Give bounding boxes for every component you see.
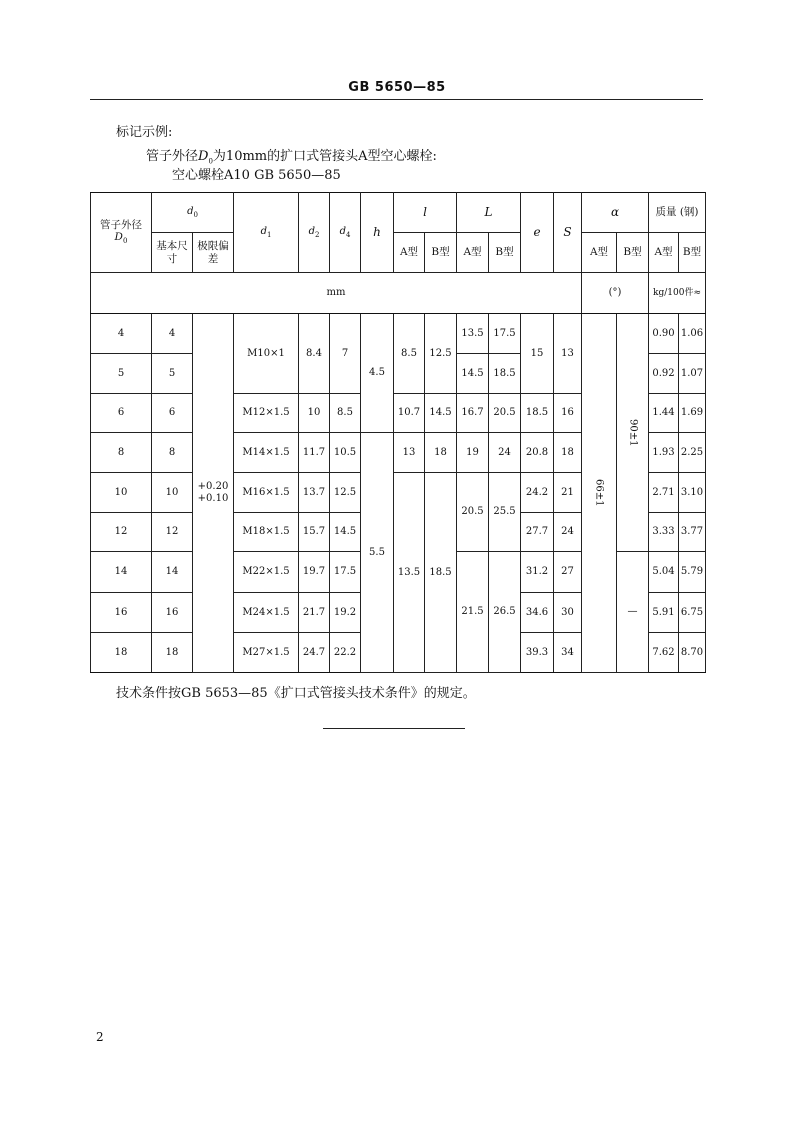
cell-d0: 5 — [152, 354, 193, 394]
cell-d2: 8.4 — [299, 314, 330, 394]
header-d2-sub: 2 — [314, 230, 320, 239]
cell-D0: 5 — [91, 354, 152, 394]
cell-mass-B: 8.70 — [679, 633, 706, 673]
unit-kg: kg/100件≈ — [649, 273, 706, 314]
header-tolerance: 极限偏差 — [193, 233, 234, 273]
cell-d2: 21.7 — [299, 593, 330, 633]
cell-D0: 10 — [91, 473, 152, 513]
cell-LB: 24 — [489, 433, 521, 473]
cell-alpha-B-dash: — — [617, 552, 649, 673]
cell-S: 21 — [554, 473, 582, 513]
header-alpha: α — [582, 193, 649, 233]
cell-lB: 18 — [425, 433, 457, 473]
cell-D0: 4 — [91, 314, 152, 354]
header-S: S — [554, 193, 582, 273]
cell-d1: M27×1.5 — [234, 633, 299, 673]
marking-desc-symbol: D — [198, 149, 209, 164]
marking-desc-subscript: 0 — [208, 157, 213, 166]
cell-mass-A: 5.91 — [649, 593, 679, 633]
cell-LB: 20.5 — [489, 394, 521, 433]
cell-mass-A: 3.33 — [649, 513, 679, 552]
header-e: e — [521, 193, 554, 273]
cell-LA: 16.7 — [457, 394, 489, 433]
cell-S: 13 — [554, 314, 582, 394]
header-L-typeA: A型 — [457, 233, 489, 273]
header-d2 — [299, 193, 330, 273]
header-d4 — [330, 193, 361, 273]
dimension-table — [90, 192, 706, 673]
marking-desc-b: 为10mm的扩口式管接头A型空心螺栓: — [212, 149, 437, 164]
cell-tolerance: +0.20 +0.10 — [193, 314, 234, 673]
header-pipe-od-sub: 0 — [122, 237, 128, 246]
cell-lA: 10.7 — [394, 394, 425, 433]
header-mass: 质量 (钢) — [649, 193, 706, 233]
cell-d0: 8 — [152, 433, 193, 473]
technical-conditions-note: 技术条件按GB 5653—85《扩口式管接头技术条件》的规定。 — [116, 686, 476, 701]
cell-d2: 11.7 — [299, 433, 330, 473]
cell-mass-A: 1.93 — [649, 433, 679, 473]
header-d0 — [152, 193, 234, 233]
cell-d0: 10 — [152, 473, 193, 513]
cell-d1: M18×1.5 — [234, 513, 299, 552]
end-rule — [323, 728, 465, 729]
cell-d4: 17.5 — [330, 552, 361, 593]
marking-title: 标记示例: — [116, 125, 173, 140]
cell-d1: M12×1.5 — [234, 394, 299, 433]
cell-d1: M10×1 — [234, 314, 299, 394]
cell-mass-B: 3.10 — [679, 473, 706, 513]
cell-LB: 18.5 — [489, 354, 521, 394]
cell-mass-B: 6.75 — [679, 593, 706, 633]
cell-e: 34.6 — [521, 593, 554, 633]
cell-d2: 19.7 — [299, 552, 330, 593]
cell-D0: 8 — [91, 433, 152, 473]
header-mass-typeA: A型 — [649, 233, 679, 273]
cell-h: 4.5 — [361, 314, 394, 433]
cell-mass-A: 7.62 — [649, 633, 679, 673]
header-pipe-od-symbol: D — [114, 231, 123, 244]
cell-LA: 14.5 — [457, 354, 489, 394]
cell-S: 34 — [554, 633, 582, 673]
cell-e: 15 — [521, 314, 554, 394]
header-pipe-od — [91, 193, 152, 273]
cell-d2: 10 — [299, 394, 330, 433]
cell-S: 24 — [554, 513, 582, 552]
cell-S: 30 — [554, 593, 582, 633]
cell-S: 27 — [554, 552, 582, 593]
cell-lB: 14.5 — [425, 394, 457, 433]
cell-S: 16 — [554, 394, 582, 433]
header-l-typeB: B型 — [425, 233, 457, 273]
cell-d4: 10.5 — [330, 433, 361, 473]
unit-mm: mm — [91, 273, 582, 314]
cell-d4: 22.2 — [330, 633, 361, 673]
cell-mass-A: 2.71 — [649, 473, 679, 513]
header-mass-typeB: B型 — [679, 233, 706, 273]
cell-e: 18.5 — [521, 394, 554, 433]
header-alpha-typeA: A型 — [582, 233, 617, 273]
cell-d2: 13.7 — [299, 473, 330, 513]
header-rule — [90, 99, 703, 100]
standard-code-header: GB 5650—85 — [348, 80, 446, 95]
cell-d1: M16×1.5 — [234, 473, 299, 513]
alpha-A-value: 66±1 — [593, 479, 605, 507]
cell-d4: 12.5 — [330, 473, 361, 513]
header-d0-sub: 0 — [193, 210, 198, 219]
header-h: h — [361, 193, 394, 273]
table-row — [91, 314, 706, 354]
header-L-typeB: B型 — [489, 233, 521, 273]
cell-LB: 17.5 — [489, 314, 521, 354]
cell-d1: M22×1.5 — [234, 552, 299, 593]
cell-mass-B: 1.69 — [679, 394, 706, 433]
cell-alpha-A — [582, 314, 617, 673]
header-d2-symbol: d — [308, 225, 315, 237]
cell-d4: 7 — [330, 314, 361, 394]
alpha-B-value: 90±1 — [627, 418, 639, 447]
cell-mass-B: 5.79 — [679, 552, 706, 593]
cell-LB: 25.5 — [489, 473, 521, 552]
cell-mass-B: 2.25 — [679, 433, 706, 473]
cell-lA: 13.5 — [394, 473, 425, 673]
cell-mass-B: 1.06 — [679, 314, 706, 354]
unit-degree: (°) — [582, 273, 649, 314]
header-l-typeA: A型 — [394, 233, 425, 273]
cell-lA: 8.5 — [394, 314, 425, 394]
cell-d2: 24.7 — [299, 633, 330, 673]
cell-S: 18 — [554, 433, 582, 473]
cell-d0: 14 — [152, 552, 193, 593]
cell-LA: 13.5 — [457, 314, 489, 354]
cell-lB: 12.5 — [425, 314, 457, 394]
cell-mass-B: 3.77 — [679, 513, 706, 552]
header-basic-size: 基本尺寸 — [152, 233, 193, 273]
cell-mass-A: 1.44 — [649, 394, 679, 433]
cell-d4: 8.5 — [330, 394, 361, 433]
header-L: L — [457, 193, 521, 233]
marking-desc-a: 管子外径 — [146, 149, 199, 164]
cell-D0: 14 — [91, 552, 152, 593]
page-number: 2 — [96, 1030, 104, 1044]
cell-D0: 6 — [91, 394, 152, 433]
marking-description — [146, 145, 437, 166]
cell-d4: 14.5 — [330, 513, 361, 552]
cell-h: 5.5 — [361, 433, 394, 673]
cell-lA: 13 — [394, 433, 425, 473]
cell-mass-B: 1.07 — [679, 354, 706, 394]
cell-e: 24.2 — [521, 473, 554, 513]
cell-e: 27.7 — [521, 513, 554, 552]
cell-d0: 4 — [152, 314, 193, 354]
cell-alpha-B — [617, 314, 649, 552]
cell-d0: 18 — [152, 633, 193, 673]
header-d4-symbol: d — [339, 225, 346, 237]
cell-mass-A: 0.90 — [649, 314, 679, 354]
cell-d0: 6 — [152, 394, 193, 433]
cell-e: 20.8 — [521, 433, 554, 473]
cell-LA: 19 — [457, 433, 489, 473]
cell-D0: 16 — [91, 593, 152, 633]
cell-d1: M14×1.5 — [234, 433, 299, 473]
cell-d1: M24×1.5 — [234, 593, 299, 633]
header-alpha-typeB: B型 — [617, 233, 649, 273]
header-d1-symbol: d — [260, 225, 267, 237]
cell-d0: 12 — [152, 513, 193, 552]
header-d1 — [234, 193, 299, 273]
cell-D0: 12 — [91, 513, 152, 552]
cell-mass-A: 0.92 — [649, 354, 679, 394]
cell-LB: 26.5 — [489, 552, 521, 673]
header-pipe-od-label: 管子外径 — [100, 219, 142, 232]
marking-example: 空心螺栓A10 GB 5650—85 — [172, 168, 341, 183]
cell-LA: 21.5 — [457, 552, 489, 673]
header-d4-sub: 4 — [345, 230, 351, 239]
cell-e: 31.2 — [521, 552, 554, 593]
cell-LA: 20.5 — [457, 473, 489, 552]
cell-d0: 16 — [152, 593, 193, 633]
cell-D0: 18 — [91, 633, 152, 673]
cell-e: 39.3 — [521, 633, 554, 673]
cell-mass-A: 5.04 — [649, 552, 679, 593]
cell-d2: 15.7 — [299, 513, 330, 552]
cell-lB: 18.5 — [425, 473, 457, 673]
header-d0-symbol: d — [187, 205, 194, 217]
header-l: l — [394, 193, 457, 233]
cell-d4: 19.2 — [330, 593, 361, 633]
header-d1-sub: 1 — [266, 230, 272, 239]
